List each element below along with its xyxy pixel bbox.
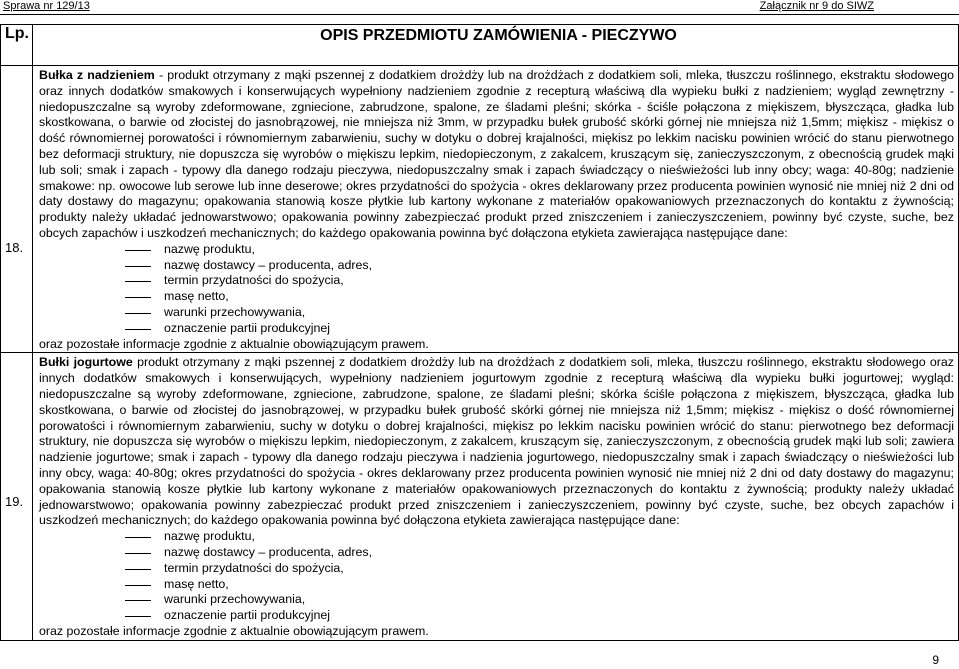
list-item: termin przydatności do spożycia,: [39, 273, 954, 289]
list-item: nazwę dostawcy – producenta, adres,: [39, 258, 954, 274]
header-rule: [0, 14, 959, 15]
legal-note: oraz pozostałe informacje zgodnie z aktualnie obowiązującym prawem.: [39, 623, 429, 638]
row-number: 19.: [5, 494, 24, 510]
page-number: 9: [932, 653, 939, 667]
row-number-cell: [1, 353, 33, 640]
row-number-cell: [1, 66, 33, 353]
table-row-19: [1, 353, 959, 640]
col-number-header: Lp.: [1, 25, 33, 66]
table-title: OPIS PRZEDMIOTU ZAMÓWIENIA - PIECZYWO: [33, 25, 959, 66]
list-item: nazwę produktu,: [39, 529, 954, 545]
list-item: nazwę dostawcy – producenta, adres,: [39, 545, 954, 561]
product-name: Bułki jogurtowe: [39, 355, 133, 370]
item-description: [33, 66, 959, 353]
item-description: [33, 353, 959, 640]
label-requirements-list: [39, 529, 954, 624]
list-item: nazwę produktu,: [39, 242, 954, 258]
case-number: Sprawa nr 129/13: [3, 0, 90, 12]
list-item: termin przydatności do spożycia,: [39, 561, 954, 577]
list-item: warunki przechowywania,: [39, 592, 954, 608]
label-requirements-list: [39, 242, 954, 337]
list-item: oznaczenie partii produkcyjnej: [39, 608, 954, 624]
list-item: oznaczenie partii produkcyjnej: [39, 321, 954, 337]
row-number: 18.: [5, 240, 24, 255]
product-specification: produkt otrzymany z mąki pszennej z dodatkiem drożdży lub na drożdżach z dodatkiem soli, mleka, tłuszczu roślinnego, ekstraktu słodowego oraz innych dodatków smakowych i konserwujących, wypełniony nadzieniem jogurtowym zgodnie z recepturą właściwą dla wypieku bułki jogurtowej; wygląd: niedopuszczalne są wyroby zdeformowane, zgniecione, zabrudzone, spalone, ze śladami pleśni; skórka ściśle połączona z miękiszem, błyszcząca, gładka lub skostkowana, o barwie od złocistej do jasnobrązowej, w przypadku bułek grubość skórki górnej nie mniejsza niż 1,5mm; miękisz - miękisz o dość równomiernej porowatości i równomiernym zabarwieniu, suchy w dotyku o dobrej krajalności, miękisz po lekkim nacisku powinien wrócić do stanu: pierwotnego bez deformacji struktury, nie dopuszcza się wyrobów o miękiszu lepkim, niedopieczonym, z zakalcem, kruszącym się, zanieczyszczonym, z obecnością grudek mąki lub soli; zawiera nadzienie jogurtowe; smak i zapach - typowy dla danego rodzaju pieczywa i nadzienia jogurtowego, niedopuszczalny smak i zapach świadczący o nieświeżości lub inny obcy, waga: 40-80g; okres przydatności do spożycia - okres deklarowany przez producenta powinien wynosić nie mniej niż 2 dni od daty dostawy do magazynu; opakowania stanowią kosze płytkie lub kartony wykonane z materiałów opakowaniowych przeznaczonych do kontaktu z żywnością; produkty należy układać jednowarstwowo; opakowania powinny zabezpieczać produkt przed zniszczeniem i zanieczyszczeniem, powinny być czyste, suche, bez obcych zapachów i uszkodzeń mechanicznych; do każdego opakowania powinna być dołączona etykieta zawierająca następujące dane:: [39, 355, 954, 528]
list-item: warunki przechowywania,: [39, 305, 954, 321]
product-name: Bułka z nadzieniem: [39, 68, 155, 82]
table-header-row: [1, 25, 959, 66]
product-specification: - produkt otrzymany z mąki pszennej z dodatkiem drożdży lub na drożdżach z dodatkiem soli, mleka, tłuszczu roślinnego, ekstraktu słodowego oraz innych dodatków smakowych i konserwujących wypełniony nadzieniem zgodnie z recepturą właściwą dla wypieku bułki z nadzieniem; wygląd zewnętrzny - niedopuszczalne są wyroby zdeformowane, zgniecione, zabrudzone, spalone, ze śladami pleśni; skórka - ściśle połączona z miękiszem, błyszcząca, gładka lub skostkowana, o barwie od złocistej do jasnobrązowej, nie mniejsza niż 3mm, w przypadku bułek grubość skórki górnej nie mniejsza niż 1,5mm; miękisz - miękisz o dość równomiernej porowatości i równomiernym zabarwieniu, suchy w dotyku o dobrej krajalności, miękisz po lekkim nacisku powinien wrócić do stanu pierwotnego bez deformacji struktury, nie dopuszcza się wyrobów o miękiszu lepkim, niedopieczonym, z zakalcem, kruszącym się, zanieczyszczonym, z obecnością grudek mąki lub soli; smak i zapach - typowy dla danego rodzaju pieczywa, niedopuszczalny smak i zapach świadczący o nieświeżości lub inny obcy; waga: 40-80g; nadzienie smakowe: np. owocowe lub serowe lub inne deserowe; okres przydatności do spożycia - okres deklarowany przez producenta powinien wynosić nie mniej niż 2 dni od daty dostawy do magazynu; opakowania stanowią kosze płytkie lub kartony wykonane z materiałów opakowaniowych przeznaczonych do kontaktu z żywnością; produkty należy układać jednowarstwowo; opakowania powinny zabezpieczać produkt przed zniszczeniem i zanieczyszczeniem, powinny być czyste, suche, bez obcych zapachów i uszkodzeń mechanicznych; do każdego opakowania powinna być dołączona etykieta zawierająca następujące dane:: [39, 68, 954, 240]
specification-table: [0, 24, 959, 641]
list-item: masę netto,: [39, 289, 954, 305]
table-row-18: [1, 66, 959, 353]
list-item: masę netto,: [39, 577, 954, 593]
legal-note: oraz pozostałe informacje zgodnie z aktualnie obowiązującym prawem.: [39, 336, 429, 351]
attachment-label: Załącznik nr 9 do SIWZ: [759, 0, 874, 12]
